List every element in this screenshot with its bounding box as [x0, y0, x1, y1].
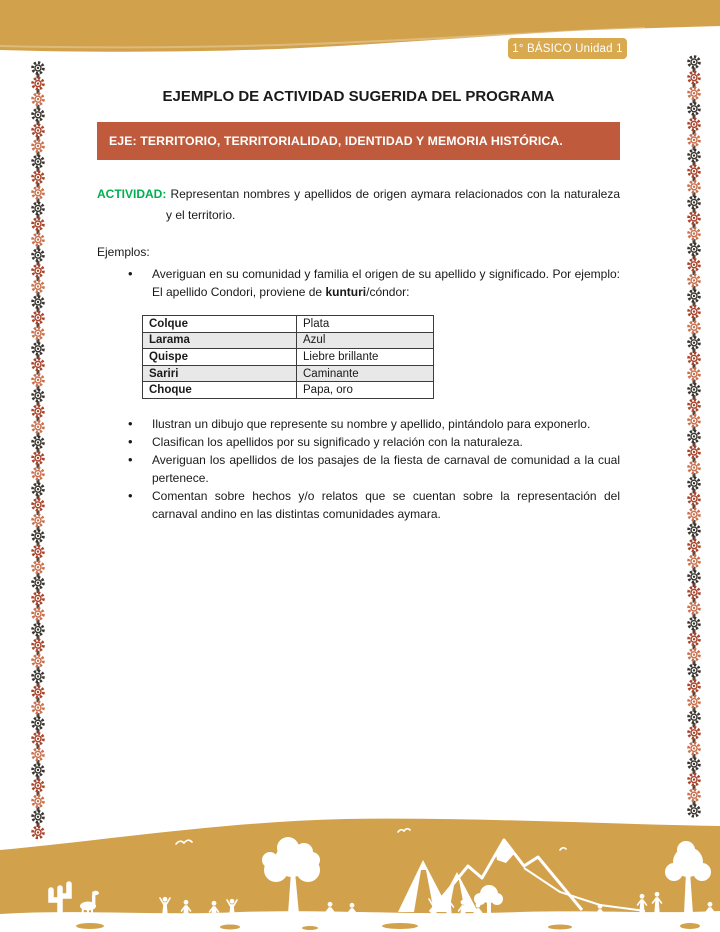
list-item: • Ilustran un dibujo que represente su nombre y apellido, pintándolo para exponerlo. [97, 415, 620, 433]
list-item: • Averiguan los apellidos de los pasajes de la fiesta de carnaval de comunidad a la cual pertenece. [97, 451, 620, 487]
examples-label: Ejemplos: [97, 245, 150, 259]
table-row [143, 365, 434, 382]
intro-bullet-pre: Averiguan en su comunidad y familia el origen de su apellido y significado. Por ejemplo: El apellido Condori, proviene de [152, 267, 620, 299]
table-row [143, 332, 434, 349]
intro-bullet-post: /cóndor: [366, 285, 410, 299]
left-border-gear-motif-icon [27, 0, 49, 850]
activity-bullet-list [97, 415, 620, 523]
list-item: • Comentan sobre hechos y/o relatos que se cuentan sobre la representación del carnaval andino en las distintas comunidades aymara. [97, 487, 620, 523]
surname-cell: Colque [143, 316, 297, 333]
list-item: • Clasifican los apellidos por su significado y relación con la naturaleza. [97, 433, 620, 451]
meaning-cell: Azul [297, 332, 434, 349]
eje-banner: EJE: TERRITORIO, TERRITORIALIDAD, IDENTIDAD Y MEMORIA HISTÓRICA. [97, 122, 620, 160]
table-row [143, 349, 434, 366]
intro-bullet-list [97, 265, 620, 301]
surname-cell: Choque [143, 382, 297, 399]
activity-paragraph [97, 184, 620, 226]
surnames-table [142, 315, 434, 399]
andes-landscape-illustration [0, 810, 720, 932]
meaning-cell: Liebre brillante [297, 349, 434, 366]
meaning-cell: Caminante [297, 365, 434, 382]
page-title: EJEMPLO DE ACTIVIDAD SUGERIDA DEL PROGRAMA [162, 88, 555, 105]
table-row [143, 382, 434, 399]
surname-cell: Quispe [143, 349, 297, 366]
document-content [97, 0, 620, 523]
activity-text: Representan nombres y apellidos de origen aymara relacionados con la naturaleza y el territorio. [166, 187, 620, 222]
intro-bullet-bold: kunturi [325, 285, 367, 299]
right-border-gear-motif-icon [683, 0, 705, 828]
surname-cell: Sariri [143, 365, 297, 382]
meaning-cell: Plata [297, 316, 434, 333]
surname-cell: Larama [143, 332, 297, 349]
table-row [143, 316, 434, 333]
activity-label: ACTIVIDAD: [97, 187, 167, 201]
meaning-cell: Papa, oro [297, 382, 434, 399]
list-item [97, 265, 620, 301]
unit-badge: 1° BÁSICO Unidad 1 [508, 38, 627, 59]
